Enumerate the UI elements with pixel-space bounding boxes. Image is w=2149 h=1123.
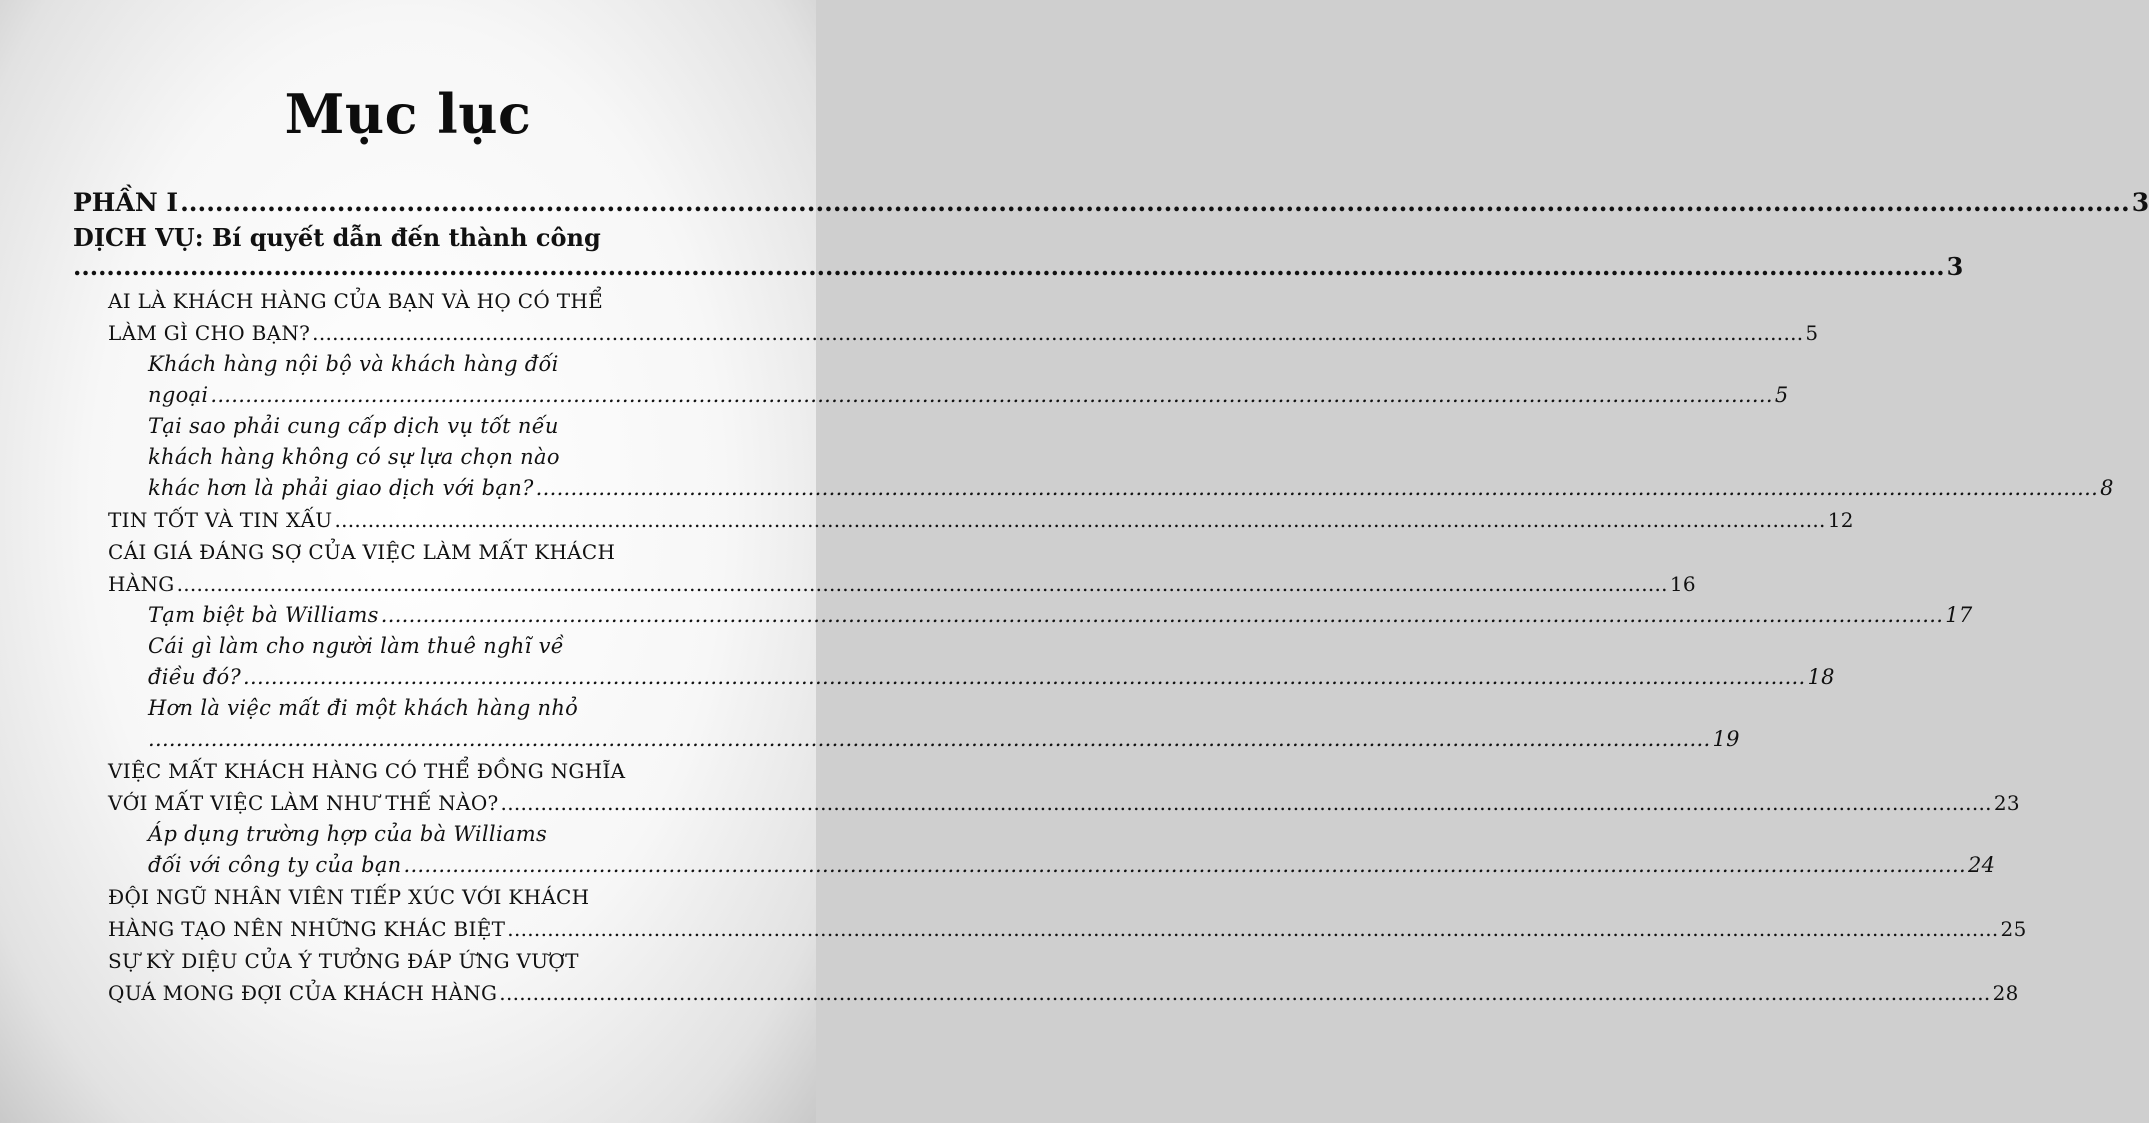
toc-leader-dots (73, 255, 1945, 279)
toc-page-number: 8 (2100, 476, 2114, 500)
toc-leader-dots (312, 317, 1803, 349)
toc-entry-line[interactable] (108, 568, 1696, 600)
toc-leader-dots (334, 504, 1825, 536)
toc-entry-text: HÀNG (108, 572, 175, 596)
toc-entry-line[interactable] (148, 724, 1740, 755)
toc-leader-dots (499, 977, 1990, 1009)
toc-entry-line[interactable]: khách hàng không có sự lựa chọn nào (148, 445, 560, 469)
toc-page-number: 12 (1827, 508, 1854, 532)
toc-entry-line[interactable]: AI LÀ KHÁCH HÀNG CỦA BẠN VÀ HỌ CÓ THỂ (108, 289, 604, 313)
toc-entry-line[interactable] (108, 913, 2027, 945)
toc-entry-line[interactable]: CÁI GIÁ ĐÁNG SỢ CỦA VIỆC LÀM MẤT KHÁCH (108, 540, 616, 564)
page-title: Mục lục (284, 82, 532, 146)
toc-page-number: 25 (2000, 917, 2027, 941)
toc-leader-dots (243, 662, 1805, 693)
toc-entry-line[interactable] (148, 600, 1973, 631)
toc-entry-text: điều đó? (148, 665, 242, 689)
toc-leader-dots (180, 186, 2130, 220)
toc-leader-dots (210, 380, 1772, 411)
toc-entry-text: Tạm biệt bà Williams (148, 603, 379, 627)
toc-part-label: PHẦN I (73, 188, 179, 217)
toc-page-number: 5 (1774, 383, 1789, 407)
toc-part-entry[interactable] (73, 186, 2149, 220)
toc-entry-text: ngoại (148, 383, 209, 407)
toc-page-number: 19 (1712, 727, 1740, 751)
toc-entry-line[interactable]: Áp dụng trường hợp của bà Williams (148, 822, 548, 846)
toc-entry-text: LÀM GÌ CHO BẠN? (108, 321, 311, 345)
table-of-contents (73, 186, 2149, 1009)
toc-leader-dots (148, 724, 1710, 755)
toc-leader-dots (177, 568, 1668, 600)
toc-leader-dots (381, 600, 1943, 631)
toc-entry-line[interactable] (108, 317, 1819, 349)
toc-entry-line[interactable] (148, 473, 2114, 504)
toc-entry-line[interactable] (148, 662, 1835, 693)
toc-entry-line[interactable]: ĐỘI NGŨ NHÂN VIÊN TIẾP XÚC VỚI KHÁCH (108, 885, 590, 909)
toc-entry-text: HÀNG TẠO NÊN NHỮNG KHÁC BIỆT (108, 917, 506, 941)
toc-entry-line[interactable] (148, 380, 1789, 411)
toc-entry-line[interactable] (108, 504, 1854, 536)
toc-page-number: 16 (1669, 572, 1696, 596)
toc-page-number: 18 (1807, 665, 1835, 689)
toc-entry-line[interactable]: Hơn là việc mất đi một khách hàng nhỏ (148, 696, 579, 720)
toc-entry-line[interactable]: Cái gì làm cho người làm thuê nghĩ về (148, 634, 564, 658)
toc-leader-dots (403, 850, 1965, 881)
toc-page-number: 3 (2131, 188, 2149, 217)
toc-page-number: 23 (1993, 791, 2020, 815)
toc-page-number: 28 (1992, 981, 2019, 1005)
toc-entry-text: TIN TỐT VÀ TIN XẤU (108, 508, 333, 532)
toc-entry-line[interactable] (108, 977, 2019, 1009)
toc-entry-line[interactable]: Tại sao phải cung cấp dịch vụ tốt nếu (148, 414, 559, 438)
toc-page-number: 17 (1945, 603, 1973, 627)
toc-entry-text: đối với công ty của bạn (148, 853, 402, 877)
toc-entry-line[interactable] (148, 850, 1996, 881)
toc-page-number: 24 (1967, 853, 1996, 877)
toc-page-number: 5 (1805, 321, 1819, 345)
toc-part-title[interactable]: DỊCH VỤ: Bí quyết dẫn đến thành công (73, 223, 601, 252)
toc-entry-text: khác hơn là phải giao dịch với bạn? (148, 476, 534, 500)
toc-leader-dots (507, 913, 1998, 945)
toc-entry-line[interactable]: Khách hàng nội bộ và khách hàng đối (148, 352, 559, 376)
toc-page-number: 3 (1946, 252, 1964, 281)
toc-entry-text: QUÁ MONG ĐỢI CỦA KHÁCH HÀNG (108, 981, 498, 1005)
toc-entry-line[interactable]: SỰ KỲ DIỆU CỦA Ý TƯỞNG ĐÁP ỨNG VƯỢT (108, 949, 579, 973)
toc-leader-dots (501, 787, 1992, 819)
toc-entry-text: VỚI MẤT VIỆC LÀM NHƯ THẾ NÀO? (108, 791, 499, 815)
toc-part-title-leader (73, 252, 1964, 285)
toc-entry-line[interactable] (108, 787, 2020, 819)
toc-entry-line[interactable]: VIỆC MẤT KHÁCH HÀNG CÓ THỂ ĐỒNG NGHĨA (108, 759, 626, 783)
toc-leader-dots (536, 473, 2098, 504)
